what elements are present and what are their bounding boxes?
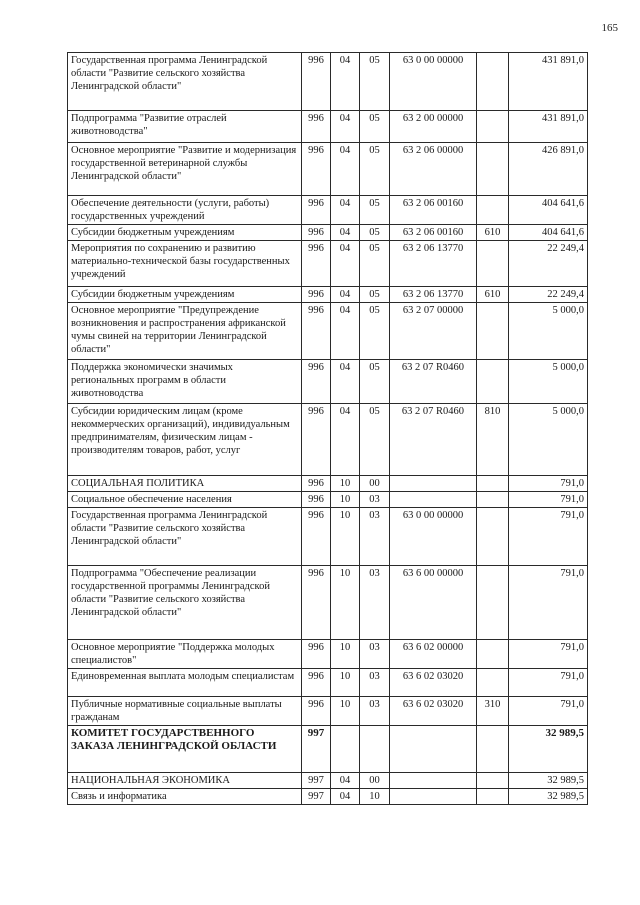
row-name: Субсидии бюджетным учреждениям: [68, 287, 302, 303]
row-code: 997: [302, 773, 331, 789]
row-expense-type: 310: [477, 697, 509, 726]
row-target-code: 63 2 06 00160: [390, 225, 477, 241]
row-amount: 5 000,0: [509, 404, 588, 476]
row-expense-type: [477, 196, 509, 225]
table-row: [68, 789, 588, 805]
row-amount: 32 989,5: [509, 773, 588, 789]
row-target-code: 63 2 07 R0460: [390, 360, 477, 404]
row-code: 996: [302, 53, 331, 111]
row-code: 996: [302, 566, 331, 640]
table-row: [68, 492, 588, 508]
row-name: Субсидии бюджетным учреждениям: [68, 225, 302, 241]
row-name: СОЦИАЛЬНАЯ ПОЛИТИКА: [68, 476, 302, 492]
row-target-code: 63 2 06 00000: [390, 143, 477, 196]
row-expense-type: [477, 476, 509, 492]
row-target-code: 63 2 07 R0460: [390, 404, 477, 476]
row-expense-type: [477, 508, 509, 566]
row-subsection: [360, 726, 390, 773]
table-row: [68, 53, 588, 111]
row-target-code: 63 2 07 00000: [390, 303, 477, 360]
page-number: 165: [601, 22, 618, 34]
row-subsection: 05: [360, 143, 390, 196]
row-code: 996: [302, 404, 331, 476]
row-section: 10: [331, 476, 360, 492]
row-section: 04: [331, 360, 360, 404]
table-row: [68, 303, 588, 360]
table-row: [68, 640, 588, 669]
row-name: Публичные нормативные социальные выплаты гражданам: [68, 697, 302, 726]
table-row: [68, 241, 588, 287]
row-target-code: [390, 773, 477, 789]
row-section: 04: [331, 53, 360, 111]
row-expense-type: [477, 360, 509, 404]
row-expense-type: [477, 566, 509, 640]
row-amount: 791,0: [509, 476, 588, 492]
row-subsection: 05: [360, 287, 390, 303]
row-code: 996: [302, 196, 331, 225]
row-name: Единовременная выплата молодым специалистам: [68, 669, 302, 697]
row-name: Основное мероприятие "Предупреждение возникновения и распространения африканской чумы свиней на территории Ленинградской области": [68, 303, 302, 360]
row-target-code: 63 6 02 00000: [390, 640, 477, 669]
row-name: Основное мероприятие "Поддержка молодых специалистов": [68, 640, 302, 669]
row-section: 04: [331, 773, 360, 789]
row-subsection: 05: [360, 360, 390, 404]
row-amount: 32 989,5: [509, 726, 588, 773]
row-code: 996: [302, 476, 331, 492]
table-row: [68, 111, 588, 143]
row-amount: 404 641,6: [509, 225, 588, 241]
row-subsection: 03: [360, 640, 390, 669]
table-row: [68, 697, 588, 726]
row-section: [331, 726, 360, 773]
row-section: 04: [331, 111, 360, 143]
row-target-code: 63 2 06 13770: [390, 241, 477, 287]
table-body: [68, 53, 588, 805]
row-section: 04: [331, 196, 360, 225]
row-code: 996: [302, 111, 331, 143]
row-code: 996: [302, 508, 331, 566]
row-target-code: 63 0 00 00000: [390, 53, 477, 111]
row-code: 996: [302, 640, 331, 669]
row-subsection: 05: [360, 53, 390, 111]
row-subsection: 03: [360, 492, 390, 508]
table-row: [68, 566, 588, 640]
row-section: 10: [331, 566, 360, 640]
row-target-code: 63 6 02 03020: [390, 669, 477, 697]
row-subsection: 05: [360, 196, 390, 225]
row-amount: 32 989,5: [509, 789, 588, 805]
row-section: 10: [331, 640, 360, 669]
row-expense-type: [477, 143, 509, 196]
row-amount: 791,0: [509, 492, 588, 508]
row-expense-type: [477, 773, 509, 789]
row-code: 996: [302, 287, 331, 303]
row-code: 996: [302, 241, 331, 287]
table-row: [68, 196, 588, 225]
row-subsection: 05: [360, 225, 390, 241]
row-code: 996: [302, 360, 331, 404]
row-amount: 791,0: [509, 669, 588, 697]
row-amount: 5 000,0: [509, 303, 588, 360]
row-code: 996: [302, 225, 331, 241]
row-code: 997: [302, 726, 331, 773]
row-amount: 431 891,0: [509, 53, 588, 111]
table-row: [68, 360, 588, 404]
row-section: 10: [331, 697, 360, 726]
row-code: 997: [302, 789, 331, 805]
row-target-code: 63 0 00 00000: [390, 508, 477, 566]
row-name: Субсидии юридическим лицам (кроме некоммерческих организаций), индивидуальным предпринимателям, физическим лицам - производителям товаров, работ, услуг: [68, 404, 302, 476]
row-subsection: 05: [360, 303, 390, 360]
row-name: Связь и информатика: [68, 789, 302, 805]
row-code: 996: [302, 143, 331, 196]
row-expense-type: [477, 726, 509, 773]
row-target-code: [390, 476, 477, 492]
row-subsection: 05: [360, 241, 390, 287]
row-target-code: [390, 789, 477, 805]
row-name: Социальное обеспечение населения: [68, 492, 302, 508]
row-amount: 404 641,6: [509, 196, 588, 225]
row-expense-type: 610: [477, 287, 509, 303]
row-target-code: 63 2 06 13770: [390, 287, 477, 303]
row-expense-type: [477, 669, 509, 697]
table-row: [68, 773, 588, 789]
table-row: [68, 404, 588, 476]
row-amount: 426 891,0: [509, 143, 588, 196]
row-target-code: [390, 492, 477, 508]
row-name: КОМИТЕТ ГОСУДАРСТВЕННОГО ЗАКАЗА ЛЕНИНГРАДСКОЙ ОБЛАСТИ: [68, 726, 302, 773]
row-section: 10: [331, 492, 360, 508]
row-section: 10: [331, 508, 360, 566]
row-subsection: 03: [360, 566, 390, 640]
row-subsection: 03: [360, 697, 390, 726]
row-target-code: 63 6 00 00000: [390, 566, 477, 640]
row-name: НАЦИОНАЛЬНАЯ ЭКОНОМИКА: [68, 773, 302, 789]
row-section: 04: [331, 287, 360, 303]
row-code: 996: [302, 492, 331, 508]
row-expense-type: [477, 241, 509, 287]
row-subsection: 03: [360, 508, 390, 566]
row-expense-type: 610: [477, 225, 509, 241]
row-section: 04: [331, 789, 360, 805]
row-amount: 791,0: [509, 508, 588, 566]
row-subsection: 00: [360, 476, 390, 492]
row-section: 04: [331, 303, 360, 360]
row-name: Обеспечение деятельности (услуги, работы) государственных учреждений: [68, 196, 302, 225]
row-name: Мероприятия по сохранению и развитию материально-технической базы государственных учреждений: [68, 241, 302, 287]
row-subsection: 03: [360, 669, 390, 697]
row-expense-type: [477, 789, 509, 805]
row-section: 04: [331, 241, 360, 287]
row-expense-type: [477, 53, 509, 111]
row-subsection: 05: [360, 111, 390, 143]
row-target-code: [390, 726, 477, 773]
row-target-code: 63 6 02 03020: [390, 697, 477, 726]
row-section: 04: [331, 143, 360, 196]
row-name: Государственная программа Ленинградской области "Развитие сельского хозяйства Ленинградской области": [68, 53, 302, 111]
row-code: 996: [302, 697, 331, 726]
table-row: [68, 225, 588, 241]
row-target-code: 63 2 00 00000: [390, 111, 477, 143]
row-expense-type: [477, 111, 509, 143]
row-amount: 5 000,0: [509, 360, 588, 404]
row-name: Основное мероприятие "Развитие и модернизация государственной ветеринарной службы Ленинградской области": [68, 143, 302, 196]
row-expense-type: 810: [477, 404, 509, 476]
row-section: 04: [331, 404, 360, 476]
row-name: Поддержка экономически значимых региональных программ в области животноводства: [68, 360, 302, 404]
row-expense-type: [477, 303, 509, 360]
table-row: [68, 476, 588, 492]
table-row: [68, 287, 588, 303]
table-row: [68, 143, 588, 196]
row-subsection: 10: [360, 789, 390, 805]
row-amount: 431 891,0: [509, 111, 588, 143]
budget-table: [67, 52, 588, 805]
row-name: Подпрограмма "Развитие отраслей животноводства": [68, 111, 302, 143]
row-name: Подпрограмма "Обеспечение реализации государственной программы Ленинградской области "Развитие сельского хозяйства Ленинградской области": [68, 566, 302, 640]
row-amount: 791,0: [509, 697, 588, 726]
row-section: 04: [331, 225, 360, 241]
row-amount: 791,0: [509, 566, 588, 640]
row-subsection: 05: [360, 404, 390, 476]
row-amount: 22 249,4: [509, 287, 588, 303]
row-amount: 22 249,4: [509, 241, 588, 287]
row-section: 10: [331, 669, 360, 697]
row-name: Государственная программа Ленинградской области "Развитие сельского хозяйства Ленинградской области": [68, 508, 302, 566]
row-expense-type: [477, 492, 509, 508]
table-row: [68, 669, 588, 697]
row-target-code: 63 2 06 00160: [390, 196, 477, 225]
row-expense-type: [477, 640, 509, 669]
row-code: 996: [302, 303, 331, 360]
table-row: [68, 508, 588, 566]
row-subsection: 00: [360, 773, 390, 789]
row-amount: 791,0: [509, 640, 588, 669]
row-code: 996: [302, 669, 331, 697]
table-row: [68, 726, 588, 773]
